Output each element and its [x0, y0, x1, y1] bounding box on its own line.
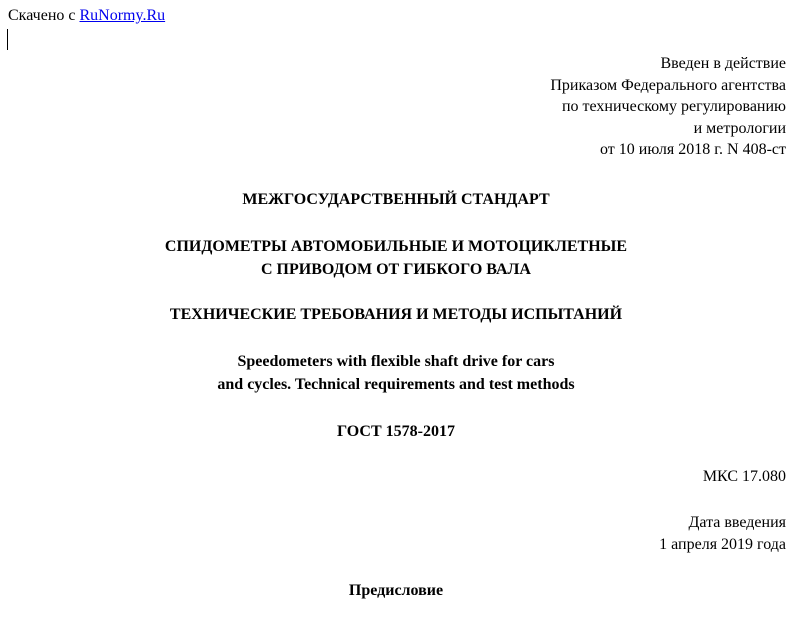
- introduction-date-value: 1 апреля 2019 года: [659, 535, 786, 553]
- download-source-line: [8, 6, 165, 26]
- text-cursor: [7, 29, 8, 50]
- gost-number: ГОСТ 1578-2017: [337, 423, 455, 440]
- preface-heading: Предисловие: [348, 582, 444, 599]
- download-prefix: Скачено с: [8, 7, 76, 24]
- introduction-date-block: [659, 512, 786, 555]
- subtitle-russian: ТЕХНИЧЕСКИЕ ТРЕБОВАНИЯ И МЕТОДЫ ИСПЫТАНИЙ: [169, 306, 623, 323]
- title-russian-line: С ПРИВОДОМ ОТ ГИБКОГО ВАЛА: [261, 261, 531, 278]
- enactment-line: от 10 июля 2018 г. N 408-ст: [600, 141, 786, 158]
- title-russian: [0, 235, 792, 281]
- title-english-line: Speedometers with flexible shaft drive for cars: [237, 353, 555, 370]
- title-russian-line: СПИДОМЕТРЫ АВТОМОБИЛЬНЫЕ И МОТОЦИКЛЕТНЫЕ: [164, 238, 628, 255]
- enactment-line: и метрологии: [693, 119, 786, 137]
- enactment-line: Приказом Федерального агентства: [550, 76, 786, 94]
- mks-code: МКС 17.080: [702, 468, 786, 485]
- enactment-line: Введен в действие: [660, 55, 786, 72]
- enactment-line: по техническому регулированию: [561, 98, 786, 115]
- title-english: [0, 350, 792, 396]
- title-english-line: and cycles. Technical requirements and test methods: [217, 376, 575, 393]
- enactment-block: [550, 53, 786, 161]
- introduction-date-label: Дата введения: [688, 514, 786, 531]
- runormy-link[interactable]: RuNormy.Ru: [79, 7, 166, 24]
- standard-type-heading: МЕЖГОСУДАРСТВЕННЫЙ СТАНДАРТ: [242, 191, 550, 208]
